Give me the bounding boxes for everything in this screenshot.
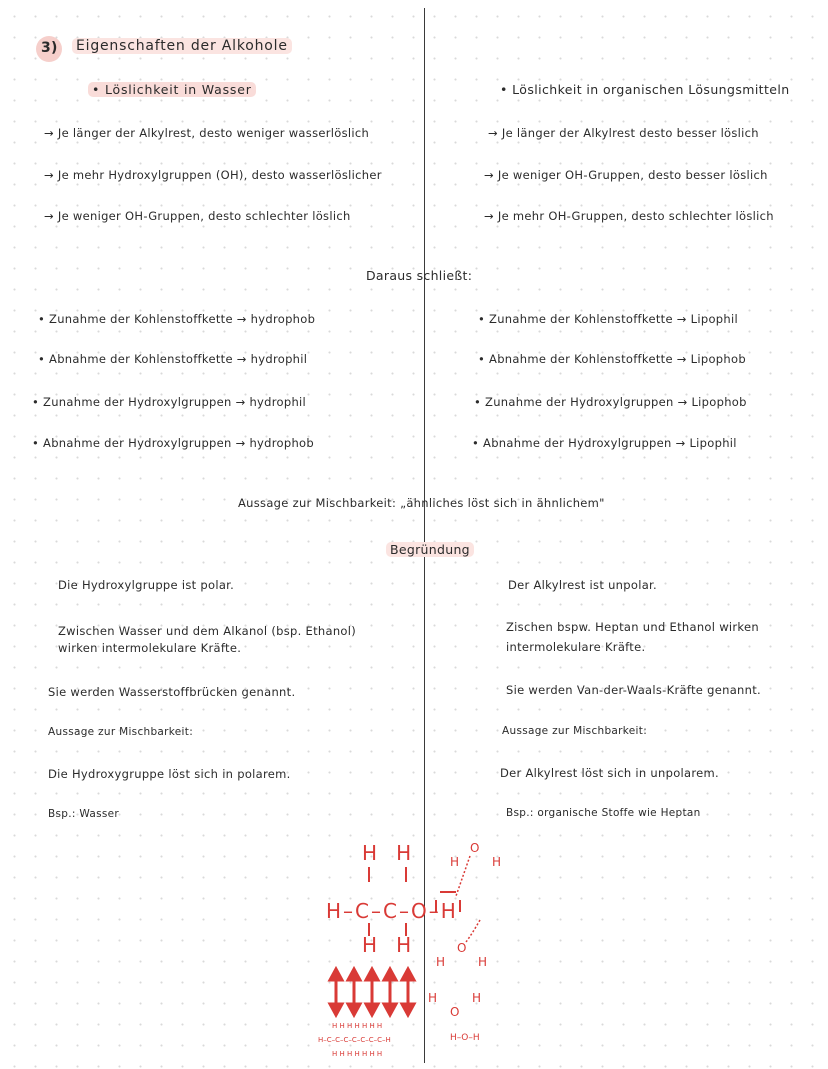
left-reason-1: Die Hydroxylgruppe ist polar. — [58, 578, 235, 592]
section-number: 3) — [41, 40, 58, 56]
left-rule-3: → Je weniger OH-Gruppen, desto schlechter löslich — [44, 209, 351, 223]
right-aussage-text: Der Alkylrest löst sich in unpolarem. — [500, 766, 719, 780]
left-reason-2b: wirken intermolekulare Kräfte. — [58, 641, 242, 655]
ethanol-top-hydrogens: H H — [362, 841, 412, 865]
right-conclusion-2: • Abnahme der Kohlenstoffkette → Lipophob — [478, 352, 746, 366]
left-rule-2: → Je mehr Hydroxylgruppen (OH), desto wasserlöslicher — [44, 168, 382, 182]
right-conclusion-3: • Zunahme der Hydroxylgruppen → Lipophob — [474, 395, 747, 409]
ethanol-structure: H–C–C–O–H — [326, 899, 458, 923]
right-reason-2b: intermolekulare Kräfte. — [506, 640, 646, 654]
left-reason-2a: Zwischen Wasser und dem Alkanol (bsp. Ethanol) — [58, 624, 357, 638]
svg-text:H H H H H H H: H H H H H H H — [332, 1050, 383, 1058]
right-aussage-label: Aussage zur Mischbarkeit: — [502, 725, 648, 737]
begruendung-heading: Begründung — [386, 542, 474, 557]
left-heading: • Löslichkeit in Wasser — [88, 82, 256, 97]
daraus-schliesst: Daraus schließt: — [366, 268, 473, 283]
left-aussage-text: Die Hydroxygruppe löst sich in polarem. — [48, 767, 291, 781]
mischbarkeit-statement: Aussage zur Mischbarkeit: „ähnliches löst sich in ähnlichem" — [238, 496, 605, 510]
left-conclusion-2: • Abnahme der Kohlenstoffkette → hydrophil — [38, 352, 308, 366]
svg-text:O: O — [450, 1005, 460, 1019]
water-label: H–O–H — [450, 1033, 480, 1043]
svg-text:H H H H H H H: H H H H H H H — [332, 1022, 383, 1030]
left-conclusion-4: • Abnahme der Hydroxylgruppen → hydrophob — [32, 436, 314, 450]
right-reason-1: Der Alkylrest ist unpolar. — [508, 578, 657, 592]
water-molecule-top — [450, 841, 501, 869]
right-rule-3: → Je mehr OH-Gruppen, desto schlechter löslich — [484, 209, 774, 223]
water-molecule-bottom — [428, 991, 481, 1019]
ethanol-bottom-hydrogens: H H — [362, 933, 412, 957]
heptane-chain — [318, 1022, 391, 1058]
right-example: Bsp.: organische Stoffe wie Heptan — [506, 807, 701, 819]
left-conclusion-3: • Zunahme der Hydroxylgruppen → hydrophil — [32, 395, 307, 409]
page-title: Eigenschaften der Alkohole — [72, 38, 292, 54]
left-aussage-label: Aussage zur Mischbarkeit: — [48, 726, 194, 738]
left-reason-3: Sie werden Wasserstoffbrücken genannt. — [48, 685, 296, 699]
svg-text:O: O — [457, 941, 467, 955]
svg-text:H–C–C–C–C–C–C–C–H: H–C–C–C–C–C–C–C–H — [318, 1036, 391, 1044]
right-rule-1: → Je länger der Alkylrest desto besser löslich — [488, 126, 759, 140]
right-heading: • Löslichkeit in organischen Lösungsmitteln — [500, 82, 790, 97]
ethanol-hydrogen-bond-diagram — [300, 830, 530, 1060]
right-conclusion-1: • Zunahme der Kohlenstoffkette → Lipophil — [478, 312, 738, 326]
svg-text:H: H — [436, 955, 446, 969]
right-reason-2a: Zischen bspw. Heptan und Ethanol wirken — [506, 620, 759, 634]
svg-text:H: H — [428, 991, 438, 1005]
svg-text:H: H — [478, 955, 488, 969]
svg-text:H: H — [472, 991, 482, 1005]
right-conclusion-4: • Abnahme der Hydroxylgruppen → Lipophil — [472, 436, 737, 450]
right-rule-2: → Je weniger OH-Gruppen, desto besser löslich — [484, 168, 768, 182]
left-rule-1: → Je länger der Alkylrest, desto weniger wasserlöslich — [44, 126, 370, 140]
left-conclusion-1: • Zunahme der Kohlenstoffkette → hydrophob — [38, 312, 316, 326]
hydrogen-bonds — [456, 856, 480, 942]
right-reason-3: Sie werden Van-der-Waals-Kräfte genannt. — [506, 683, 761, 697]
svg-text:H: H — [450, 855, 460, 869]
polarity-arrows — [330, 969, 414, 1015]
svg-text:O: O — [470, 841, 480, 855]
svg-text:H: H — [492, 855, 502, 869]
left-example: Bsp.: Wasser — [48, 808, 120, 820]
water-molecule-middle — [436, 941, 487, 969]
